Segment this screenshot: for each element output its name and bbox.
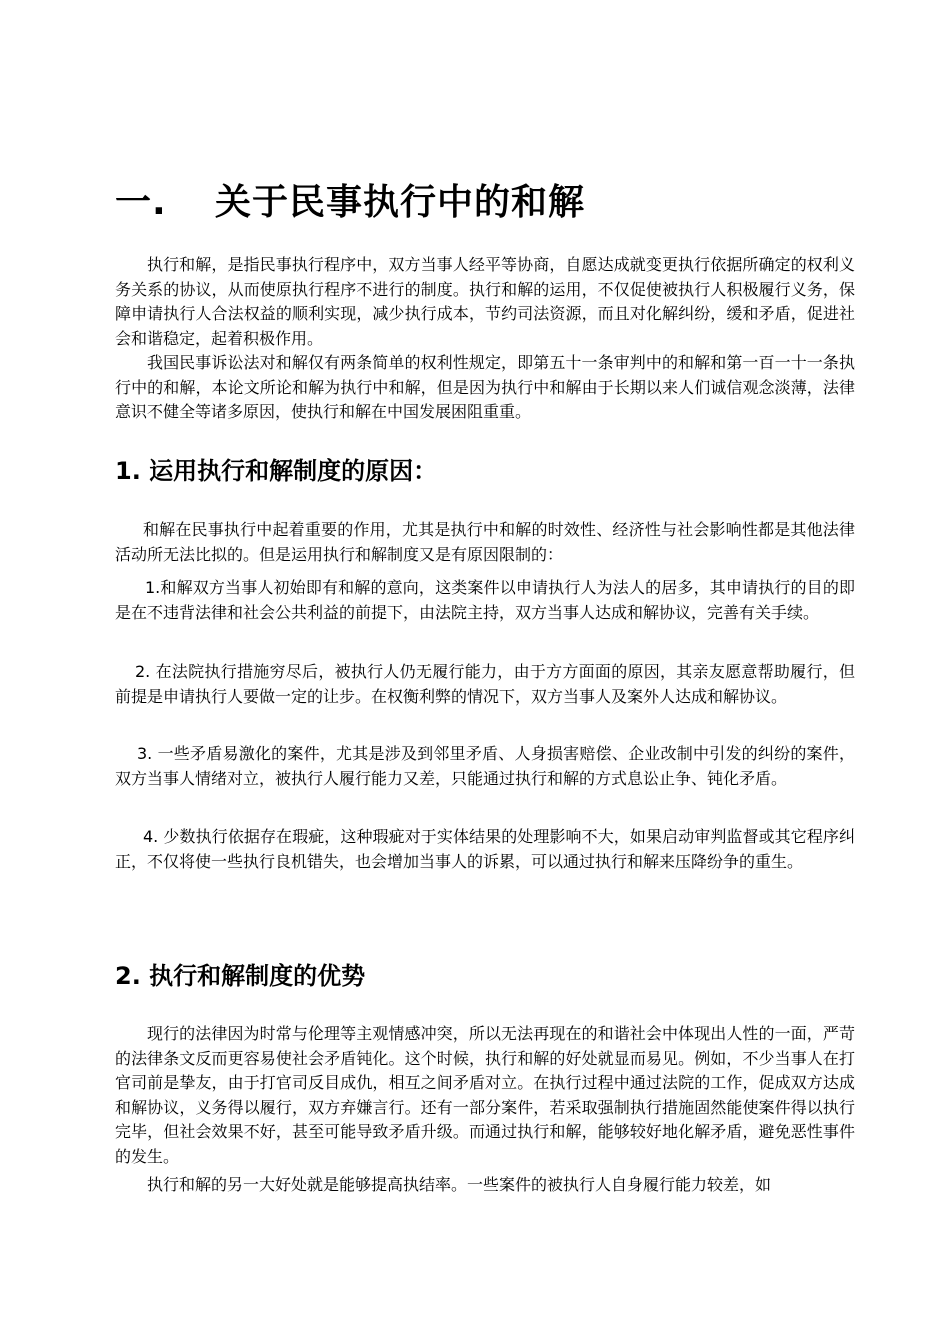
section1-item-4: 4. 少数执行依据存在瑕疵，这种瑕疵对于实体结果的处理影响不大，如果启动审判监督或其它程序纠正，不仅将使一些执行良机错失，也会增加当事人的诉累，可以通过执行和解来压降纷争的重生。: [115, 827, 855, 871]
section2-heading: 2. 执行和解制度的优势: [115, 962, 366, 990]
main-heading: [115, 180, 855, 226]
intro-paragraph-2: 我国民事诉讼法对和解仅有两条简单的权利性规定，即第五十一条审判中的和解和第一百一十一条执行中的和解，本论文所论和解为执行中和解，但是因为执行中和解由于长期以来人们诚信观念淡薄，法律意识不健全等诸多原因，使执行和解在中国发展困阻重重。: [115, 353, 855, 421]
main-heading-number: 一.: [115, 182, 167, 223]
section1-item-3: 3. 一些矛盾易激化的案件，尤其是涉及到邻里矛盾、人身损害赔偿、企业改制中引发的纠纷的案件，双方当事人情绪对立，被执行人履行能力又差，只能通过执行和解的方式息讼止争、钝化矛盾。: [115, 744, 855, 788]
intro-paragraph-1: 执行和解，是指民事执行程序中，双方当事人经平等协商，自愿达成就变更执行依据所确定的权利义务关系的协议，从而使原执行程序不进行的制度。执行和解的运用，不仅促使被执行人积极履行义务，保障申请执行人合法权益的顺利实现，减少执行成本，节约司法资源，而且对化解纠纷，缓和矛盾，促进社会和谐稳定，起着积极作用。: [115, 255, 855, 348]
main-heading-title: 关于民事执行中的和解: [215, 182, 586, 223]
section1-item-1: 1.和解双方当事人初始即有和解的意向，这类案件以申请执行人为法人的居多，其申请执行的目的即是在不违背法律和社会公共利益的前提下，由法院主持，双方当事人达成和解协议，完善有关手续。: [115, 578, 855, 622]
section1-item-2: 2. 在法院执行措施穷尽后，被执行人仍无履行能力，由于方方面面的原因，其亲友愿意帮助履行，但前提是申请执行人要做一定的让步。在权衡利弊的情况下，双方当事人及案外人达成和解协议。: [115, 662, 855, 706]
section2-paragraph-1: 现行的法律因为时常与伦理等主观情感冲突，所以无法再现在的和谐社会中体现出人性的一面，严苛的法律条文反而更容易使社会矛盾钝化。这个时候，执行和解的好处就显而易见。例如，不少当事人在打官司前是挚友，由于打官司反目成仇，相互之间矛盾对立。在执行过程中通过法院的工作，促成双方达成和解协议，义务得以履行，双方弃嫌言行。还有一部分案件，若采取强制执行措施固然能使案件得以执行完毕，但社会效果不好，甚至可能导致矛盾升级。而通过执行和解，能够较好地化解矛盾，避免恶性事件的发生。: [115, 1024, 855, 1166]
section2-paragraph-2: 执行和解的另一大好处就是能够提高执结率。一些案件的被执行人自身履行能力较差，如: [147, 1175, 772, 1194]
section1-heading: 1. 运用执行和解制度的原因：: [115, 457, 438, 485]
section1-intro: 和解在民事执行中起着重要的作用，尤其是执行中和解的时效性、经济性与社会影响性都是其他法律活动所无法比拟的。但是运用执行和解制度又是有原因限制的：: [115, 520, 855, 564]
